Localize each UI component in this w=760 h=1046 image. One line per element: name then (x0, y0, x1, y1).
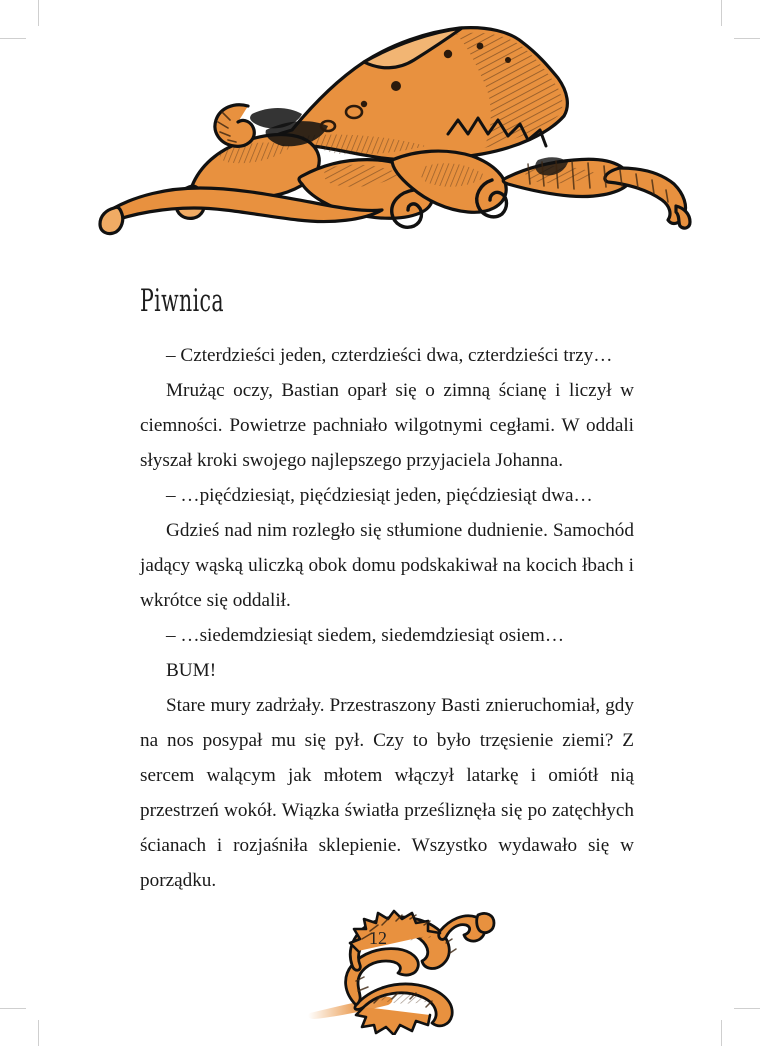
spiked-tail-ornament (300, 885, 500, 1035)
crop-mark-top-right-horizontal (734, 38, 760, 39)
crop-mark-bottom-left-vertical (38, 1020, 39, 1046)
paragraph: BUM! (166, 660, 217, 681)
paragraph: Mrużąc oczy, Bastian oparł się o zimną ścianę i liczył w ciemności. Powietrze pachniało wilgotnymi cegłami. W oddali słyszał kroki swojego najlepszego przyjaciela Johanna. (140, 380, 634, 471)
chapter-body (140, 338, 634, 898)
paragraph: – …pięćdziesiąt, pięćdziesiąt jeden, pięćdziesiąt dwa… (166, 485, 593, 506)
crop-mark-bottom-left-horizontal (0, 1008, 26, 1009)
page-number: 12 (369, 928, 387, 948)
dragon-creature-ornament (96, 8, 696, 240)
page-title: Piwnica (140, 282, 224, 319)
paragraph: – …siedemdziesiąt siedem, siedemdziesiąt osiem… (166, 625, 565, 646)
crop-mark-bottom-right-vertical (721, 1020, 722, 1046)
paragraph: – Czterdzieści jeden, czterdzieści dwa, czterdzieści trzy… (166, 345, 613, 366)
crop-mark-top-right-vertical (721, 0, 722, 26)
crop-mark-bottom-right-horizontal (734, 1008, 760, 1009)
crop-mark-top-left-vertical (38, 0, 39, 26)
crop-mark-top-left-horizontal (0, 38, 26, 39)
paragraph: Gdzieś nad nim rozległo się stłumione dudnienie. Samochód jadący wąską uliczką obok domu podskakiwał na kocich łbach i wkrótce się oddalił. (140, 520, 634, 611)
paragraph: Stare mury zadrżały. Przestraszony Basti znieruchomiał, gdy na nos posypał mu się pył. Czy to było trzęsienie ziemi? Z sercem walącym jak młotem włączył latarkę i omiótł nią przestrzeń wokół. Wiązka światła prześliznęła się po zatęchłych ścianach i rozjaśniła sklepienie. Wszystko wydawało się w porządku. (140, 695, 634, 891)
